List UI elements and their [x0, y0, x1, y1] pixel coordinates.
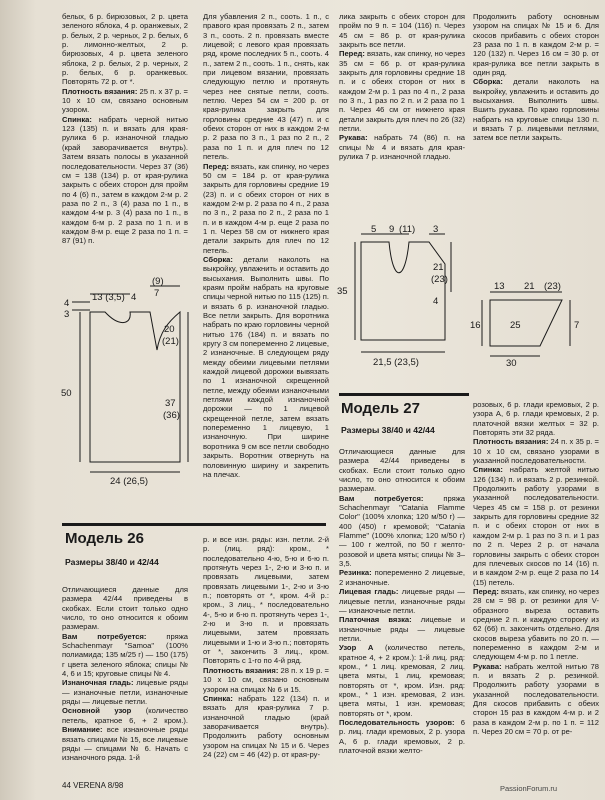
dim-side-paren: (36)	[163, 410, 180, 421]
model-26-col2	[203, 535, 329, 759]
dim-width-paren: (9)	[152, 276, 164, 287]
dim-3-top-c: (23)	[544, 281, 561, 292]
back-paragraph	[62, 115, 188, 246]
dim-2-armhole: 21	[433, 262, 444, 273]
assembly-label-2: Сборка:	[473, 77, 503, 87]
dim-3-height: 16	[470, 320, 481, 331]
m27-stock-text: лицевые ряды — лицевые петли, изнаночные ряды — изнаночные петли.	[339, 587, 466, 615]
dim-bottom: 24 (26,5)	[110, 476, 149, 487]
m26-back	[203, 694, 329, 759]
dim-2-small: 4	[433, 296, 439, 307]
dim-2-shoulder: 5	[371, 224, 377, 235]
armhole-text: лика закрыть с обеих сторон для пройм по 9 п. = 104 (116) п. Через 45 см = 86 р. от края-рулика закрыть все петли.	[339, 12, 465, 50]
dim-side: 37	[165, 398, 176, 409]
m27-back	[473, 465, 599, 586]
dim-left-3: 3	[64, 309, 70, 320]
dim-2-length: 35	[337, 286, 348, 297]
sleeve-cont-text: Продолжить работу основным узором на спицах № 15 и 6. Для скосов прибавить с обеих сторон 23 раза по 1 п. в каждом 2-м р. = 120 (132) п. Через 16 см = 30 р. от края-рулика все петли закрыть в один ряд.	[473, 12, 599, 78]
schema-model-26	[60, 272, 200, 492]
m26-purl	[62, 678, 188, 706]
m27-stock	[339, 587, 465, 615]
m26-back-text: набрать 122 (134) п. и вязать для края-рулика 7 р. изнаночной гладью (край заворачивается внутрь). Продолжить работу основным узором на спицах № 15 и 6. Через 24 (22) см = 46 (42) р. от края-ру-	[203, 693, 329, 759]
m26-back-label: Спинка:	[203, 693, 233, 703]
m27-front-label: Перед:	[473, 586, 499, 596]
m27-density	[473, 437, 599, 465]
dim-2-neck: 9	[389, 224, 395, 235]
sleeve-label: Рукава:	[339, 133, 368, 143]
m27-back-text: набрать желтой нитью 126 (134) п. и вязать 2 р. резинкой. Продолжить работу узорами в указанной последовательности. Через 45 см = 158 р. от резинки закрыть для горловины средние 32 п. и с обеих сторон от них в каждом 2-м р. 1 раз по 3 п. и 1 раз по 2 п. Через 2 р. от начала горловины закрыть с обеих сторон для плечевых скосов по 14 (16) п. и в каждом 2-м р. еще 2 раза по 14 (15) петель.	[473, 465, 599, 587]
density-paragraph	[62, 87, 188, 115]
m27-stock-label: Лицевая гладь:	[339, 587, 399, 597]
m26-purl-label: Изнаночная гладь:	[62, 678, 134, 688]
column-3-top	[339, 12, 465, 162]
front-text-2: вязать, как спинку, но через 35 см = 66 р. от края-рулика закрыть для горловины средние 18 п. и с обеих сторон от них в каждом 2-м р. 1 раз по 4 п., 2 раза по 3 п., 1 раз по 2 п. и 2 раза по 1 п. Через 46 см от нижнего края детали закрыть для плеч по 26 (32) петли.	[339, 49, 465, 134]
dim-3-bottom: 30	[506, 358, 517, 368]
model-27-col4	[473, 400, 599, 736]
sleeve-text: набрать 74 (86) п. на спицы № 4 и вязать для края-рулика 7 р. изнаночной гладью.	[339, 133, 465, 162]
m27-pattern-a-label: Узор А	[339, 643, 374, 653]
front-label: Перед:	[203, 161, 229, 171]
m26-intro: Отличающиеся данные для размера 42/44 приведены в скобках. Если стоит только одно число, то оно относится к обоим размерам.	[62, 585, 188, 632]
front-paragraph-2	[339, 49, 465, 133]
assembly-text-2: детали наколоть на выкройку, увлажнить и оставить до высыхания. Выполнить швы. Вшить рукава. По краю горловины набрать на круговые спицы 130 п. и вязать 7 р. лицевыми петлями, затем все петли закрыть.	[473, 77, 599, 143]
model-26-rule	[62, 523, 326, 526]
m27-materials	[339, 494, 465, 569]
m27-sleeve	[473, 662, 599, 737]
m26-main-text: (количество петель, кратное 6, + 2 кром.).	[62, 706, 189, 725]
schema-model-27-body	[333, 222, 473, 372]
model-26-col1	[62, 585, 188, 763]
front-text: вязать, как спинку, но через 50 см = 184 р. от края-рулика закрыть для горловины средние 19 (23) п. и с обеих сторон от них в каждом 2-м р. 2 раза по 4 п., 2 раза по 3 п., 2 раза по 2 п., 2 раза по 1 п. и в каждом 4-м р. еще 2 раза по 1 п. Через 58 см от нижнего края детали закрыть для плеч по 12 петель.	[203, 161, 329, 255]
dim-armhole-paren: (21)	[162, 336, 179, 347]
m26-main	[62, 706, 188, 762]
dim-3-slope: 7	[574, 320, 580, 331]
m27-sequence-text: 6 р. лиц. глади кремовых, 2 р. узора А, 6 р. глади кремовых, 2 р. платочной вязки желто-	[339, 717, 465, 755]
m27-rib	[339, 568, 465, 587]
m27-density-text: 24 п. х 35 р. = 10 х 10 см, связано узорами в указанной последовательности.	[473, 437, 599, 466]
front-paragraph	[203, 162, 329, 255]
m27-materials-label: Вам потребуется:	[339, 493, 424, 503]
model-27-rule	[339, 393, 469, 396]
column-2-top	[203, 12, 329, 479]
page-footer: 44 VERENA 8/98	[62, 781, 124, 790]
m26-materials-text: пряжа Schachenmayr "Samoa" (100% полиамида; 135 м/25 г) — 150 (175) г цвета зеленого яблока; спицы № 4, 6 и 15; круговые спицы № 4.	[62, 631, 188, 679]
m27-intro: Отличающиеся данные для размера 42/44 приведены в скобках. Если стоит только одно число, то оно относится к обоим размерам.	[339, 447, 465, 494]
schema-outline-2	[361, 242, 445, 340]
colour-sequence-text: белых, 6 р. бирюзовых, 2 р. цвета зеленого яблока, 4 р. оранжевых, 2 р. белых, 2 р. черных, 2 р. белых, 6 р. лимонно-желтых, 2 р. бирюзовых, 4 р. цвета зеленого яблока, 2 р. белых, 2 р. черных, 2 р. белых, 6 р. оранжевых. Повторять 72 р. от *.	[62, 12, 188, 87]
m27-front	[473, 587, 599, 662]
dim-3-top-a: 13	[494, 281, 505, 292]
decrease-text: Для убавления 2 п., сооть. 1 п., с правого края провязать 2 п., затем 3 п., сооть. 2 п. провязать вместе лицевой; с левого края провязать ряд, кроме последних 5 п., сооть. 4 п., затем 2 п., сооть. 1 п., снять, как при лицевом вязании, провязать следующую петлю и протянуть через нее снятые петли, сооть. петлю. Через 54 см = 200 р. от края-рулика закрыть для горловины средние 43 (47) п. и с обеих сторон от них в каждом 2-м р. 2 раза по 3 п., 1 раз по 2 п., 2 раза по 1 п. и для плеч по 12 петель.	[203, 12, 329, 162]
sleeve-paragraph	[339, 133, 465, 161]
m27-sequence	[339, 718, 465, 755]
assembly-label: Сборка:	[203, 254, 233, 264]
column-4-top	[473, 12, 599, 143]
assembly-text: детали наколоть на выкройку, увлажнить и оставить до высыхания. Выполнить швы. По краям пройм набрать на круговые спицы черной нитью по 115 (125) п. и вязать 6 р. изнаночной гладью. Все петли закрыть. Для воротника набрать по краю горловины черной нитью 176 (184) п. и вязать по кругу 3 см попеременно 2 лицевые, 2 изнаночные. В следующем ряду между обеими лицевыми петлями каждой лицевой дорожки вывязать по 1 изнаночной скрещенной петле, между обеими изнаночными петлями каждой изнаночной дорожки — по 1 лицевой скрещенной петле, затем вязать попеременно 1 лицевую, 1 изнаночную. При ширине воротника 9 см все петли свободно закрыть. Воротник отвернуть на половинную ширину и закрепить на плечах.	[203, 254, 329, 479]
dim-armhole: 20	[164, 324, 175, 335]
m26-note-text: все изнаночные ряды вязать спицами № 15, все лицевые ряды — спицами № 6. Начать с изнаночного ряда. 1-й	[62, 725, 188, 763]
front-label-2: Перед:	[339, 49, 365, 59]
m27-pattern-a	[339, 643, 465, 718]
m26-note-label: Внимание:	[62, 725, 103, 735]
schema-outline-3	[490, 300, 562, 346]
m27-sequence-cont: розовых, 6 р. глади кремовых, 2 р. узора А, 6 р. глади кремовых, 2 р. платочной вязки желтых = 32 р. Повторять эти 32 ряда.	[473, 400, 599, 438]
m27-garter	[339, 615, 465, 643]
m26-main-label: Основной узор	[62, 706, 132, 716]
m26-density-text: 28 п. х 19 р. = 10 х 10 см, связано основным узором на спицах № 6 и 15.	[203, 665, 329, 694]
m27-back-label: Спинка:	[473, 465, 503, 475]
m26-purl-text: лицевые ряды — изнаночные петли, изнаночные ряды — лицевые петли.	[62, 678, 188, 707]
dim-3-inner: 25	[510, 320, 521, 331]
m27-pattern-a-text: (количество петель, кратное 4, + 2 кром.): 1-й лиц. ряд: кром., * 1 лиц. кремовая, 2 лиц. цвета мяты, 1 лиц. кремовая; повторять от *, кром. Изн. ряд: кром., * 1 изн. кремовая, 2 изн. цвета мяты, 1 изн. кремовая; повторять от *, кром.	[339, 643, 465, 718]
model-26-sizes: Размеры 38/40 и 42/44	[65, 557, 159, 567]
back-label: Спинка:	[62, 114, 92, 124]
dim-length: 50	[61, 388, 72, 399]
model-27-title: Модель 27	[341, 400, 420, 417]
m27-garter-label: Платочная вязка:	[339, 615, 412, 625]
model-26-title: Модель 26	[65, 530, 144, 547]
assembly-paragraph	[203, 255, 329, 479]
dim-shoulder: 13 (3,5)	[92, 292, 125, 303]
m27-materials-text: пряжа Schachenmayr "Catania Flamme Color" (100% хлопка; 120 м/50 г) — 400 (450) г кремовой; "Catania Flamme" (100% хлопка; 120 м/50 г) — 100 г желтой, по 50 г желто-розовой и цвета мяты; спицы № 3–3,5.	[339, 493, 465, 569]
dim-left-4: 4	[64, 298, 70, 309]
model-27-col3	[339, 447, 465, 755]
m26-density	[203, 666, 329, 694]
density-text: 25 п. х 37 р. = 10 х 10 см, связано основным узором.	[62, 86, 188, 115]
m26-materials	[62, 632, 188, 679]
dim-2-neck-paren: (11)	[399, 224, 416, 235]
back-text: набрать черной нитью 123 (135) п. и вязать для края-рулика 6 р. изнаночной гладью (край заворачивается внутрь). Затем вязать полосы в указанной последовательности. Через 37 (36) см = 138 (134) р. от края-рулика закрыть с обеих сторон для пройм по 4 (6) п., затем в каждом 2-м р. 2 раза по 2 п., 3 (4) раза по 1 п., в каждом 4-м р. 3 (4) раза по 1 п., в каждом 6-м р. 2 раза по 1 п. и в каждом 8-м р. еще 2 раза по 1 п. = 87 (91) п.	[62, 114, 188, 246]
watermark: PassionForum.ru	[500, 784, 558, 793]
m27-rib-text: попеременно 2 лицевые, 2 изнаночные.	[339, 568, 465, 587]
dim-2-armhole-paren: (23)	[431, 274, 448, 285]
schema-model-27-sleeve	[470, 278, 602, 368]
m27-rib-label: Резинка:	[339, 568, 372, 578]
m27-density-label: Плотность вязания:	[473, 437, 549, 447]
dim-neck: 4	[131, 292, 137, 303]
dim-3-top-b: 21	[524, 281, 535, 292]
dim-2-slope: 3	[433, 224, 439, 235]
m27-sleeve-text: набрать желтой нитью 78 п. и вязать 2 р. резинкой. Продолжить работу узорами в указанной последовательности. Для скосов прибавить с обеих сторон 15 раз в каждом 4-м р. и 2 раза в каждом 2-м р. по 1 п. = 112 п. Через 20 см = 70 р. от ре-	[473, 661, 599, 737]
m26-materials-label: Вам потребуется:	[62, 631, 147, 641]
m27-sequence-label: Последовательность узоров:	[339, 717, 455, 727]
m26-pattern-rows: р. и все изн. ряды: изн. петли. 2-й р. (лиц. ряд): кром., * последовательно 4-ю, 5-ю и 6-ю п. протянуть через 1-, 2-ю и 3-ю п. и провязать лицевыми, затем провязать лицевыми 1-, 2-ю и 3-ю п.; повторять от *, кром. 4-й р.: кром., 3 лиц., * последовательно 4-, 5-ю и 6-ю п. протянуть через 1-, 2-ю и 3-ю п. и провязать лицевыми, затем провязать лицевыми и 1-ю и 3-ю п.; повторять от *, закончить 3 лиц., кром. Повторять с 1-го по 4-й ряд.	[203, 535, 329, 666]
assembly-paragraph-2	[473, 77, 599, 142]
dim-2-bottom: 21,5 (23,5)	[373, 357, 419, 368]
column-1-top	[62, 12, 188, 246]
m26-density-label: Плотность вязания:	[203, 665, 279, 675]
model-27-sizes: Размеры 38/40 и 42/44	[341, 425, 435, 435]
dim-width: 7	[154, 288, 160, 299]
density-label: Плотность вязания:	[62, 86, 138, 96]
m27-garter-text: лицевые и изнаночные ряды — лицевые петли.	[339, 615, 465, 643]
m27-sleeve-label: Рукава:	[473, 661, 502, 671]
m27-front-text: вязать, как спинку, но через 28 см = 98 р. от резинки для V-образного выреза оставить средние 2 п. и каждую сторону из 62 (66) п. закончить отдельно. Для скосов выреза убавить по 20 п. — попеременно в каждом 2-м и следующем 4-м р. по 1 петле.	[473, 586, 599, 662]
